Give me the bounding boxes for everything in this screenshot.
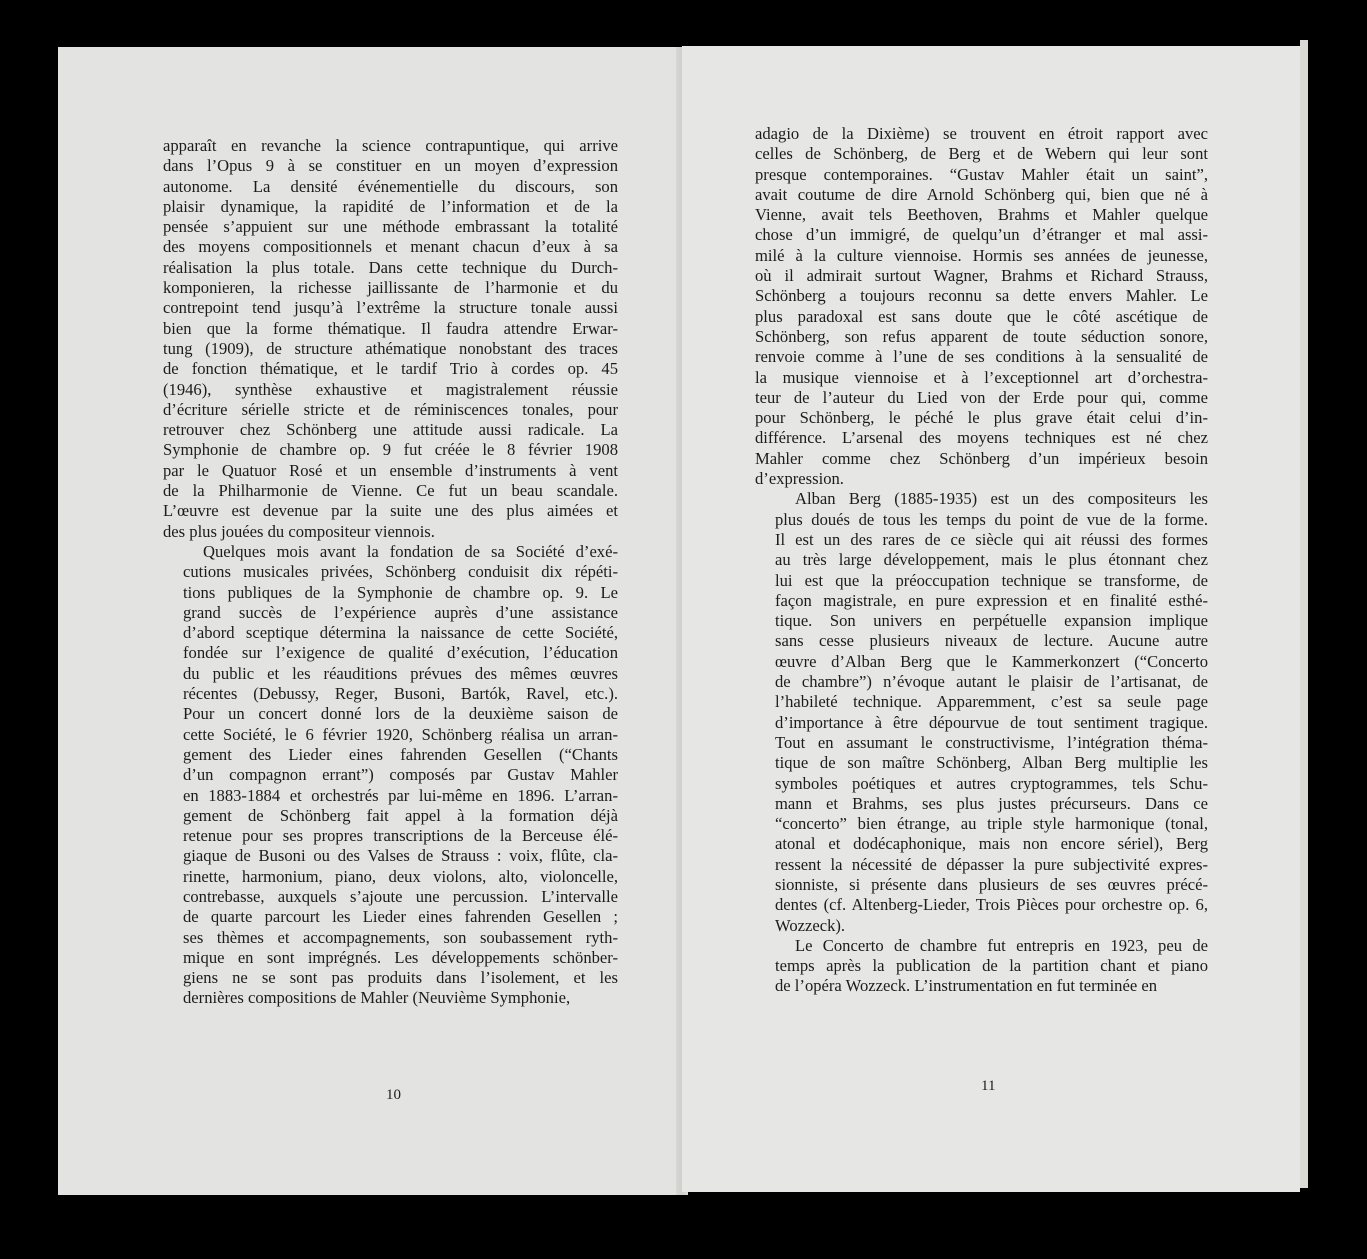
text-line: Le Concerto de chambre fut entrepris en 1923, peu de [795,935,1208,955]
text-line: komponieren, la richesse jaillissante de l’harmonie et du [163,278,618,298]
text-line: sans cesse plusieurs niveaux de lecture. Aucune autre [775,631,1208,651]
text-line: tique de son maître Schönberg, Alban Berg multiplie les [775,753,1208,773]
text-line: autonome. La densité événementielle du discours, son [163,176,618,196]
text-line: de l’opéra Wozzeck. L’instrumentation en fut terminée en [775,976,1158,996]
text-line: apparaît en revanche la science contrapuntique, qui arrive [163,136,618,155]
text-line: des moyens compositionnels et menant chacun d’eux à sa [163,237,618,257]
text-line: sionniste, si présente dans plusieurs de ses œuvres précé- [775,874,1208,894]
paragraph [163,136,618,542]
text-line: où il admirait surtout Wagner, Brahms et Richard Strauss, [755,266,1208,286]
text-line: mique en sont imprégnés. Les développements schönber- [183,947,618,967]
text-line: pour Schönberg, le péché le plus grave était celui d’in- [755,408,1208,428]
text-line: réalisation la plus totale. Dans cette technique du Durch- [163,257,618,277]
text-line: retenue pour ses propres transcriptions de la Berceuse élé- [183,826,618,846]
text-line: Schönberg, son refus apparent de toute séduction sonore, [755,326,1208,346]
page-edge [1300,40,1308,1188]
text-line: avait coutume de dire Arnold Schönberg qui, bien que né à [755,184,1208,204]
left-page-body [163,136,618,1009]
text-line: tung (1909), de structure athématique nonobstant des traces [163,338,618,358]
text-line: giens ne se sont pas produits dans l’isolement, et les [183,968,618,988]
text-line: Symphonie de chambre op. 9 fut créée le 8 février 1908 [163,440,618,460]
text-line: Pour un concert donné lors de la deuxième saison de [183,704,618,724]
text-line: contrepoint tend jusqu’à l’extrême la structure tonale aussi [163,298,618,318]
text-line: Tout en assumant le constructivisme, l’intégration théma- [775,732,1208,752]
text-line: tions publiques de la Symphonie de chambre op. 9. Le [183,582,618,602]
page-number-right: 11 [981,1078,996,1094]
text-line: Wozzeck). [775,915,846,935]
page-number-left: 10 [386,1087,401,1103]
text-line: gement de Schönberg fait appel à la formation déjà [183,805,618,825]
text-line: la musique viennoise et à l’exceptionnel art d’orchestra- [755,367,1208,387]
paragraph [755,124,1208,489]
text-line: œuvre d’Alban Berg que le Kammerkonzert (“Concerto [775,651,1208,671]
text-line: giaque de Busoni ou des Valses de Strauss : voix, flûte, cla- [183,846,618,866]
text-line: de la Philharmonie de Vienne. Ce fut un beau scandale. [163,481,618,501]
text-line: mann et Brahms, ses plus justes précurseurs. Dans ce [775,793,1208,813]
text-line: dans l’Opus 9 à se constituer en un moyen d’expression [163,156,618,176]
text-line: de chambre”) n’évoque autant le plaisir de l’artisanat, de [775,672,1208,692]
text-line: ses thèmes et accompagnements, son soubassement ryth- [183,927,618,947]
text-line: chose d’un immigré, de quelqu’un d’étranger et mal assi- [755,225,1208,245]
text-line: d’expression. [755,469,844,489]
text-line: plaisir dynamique, la rapidité de l’information et de la [163,196,618,216]
paragraph [755,936,1208,997]
text-line: d’importance à être dépourvue de tout sentiment tragique. [775,712,1208,732]
text-line: récentes (Debussy, Reger, Busoni, Bartók, Ravel, etc.). [183,684,618,704]
text-line: plus doués de tous les temps du point de vue de la forme. [775,509,1208,529]
text-line: des plus jouées du compositeur viennois. [163,521,435,541]
text-line: en 1883-1884 et orchestrés par lui-même en 1896. L’arran- [183,785,618,805]
text-line: différence. L’arsenal des moyens techniques est né chez [755,428,1208,448]
text-line: par le Quatuor Rosé et un ensemble d’instruments à vent [163,460,618,480]
text-line: atonal et dodécaphonique, mais non encore sériel), Berg [775,834,1208,854]
text-line: cette Société, le 6 février 1920, Schönberg réalisa un arran- [183,724,618,744]
text-line: tique. Son univers en perpétuelle expansion implique [775,611,1208,631]
text-line: milé à la culture viennoise. Hormis ses années de jeunesse, [755,245,1208,265]
text-line: retrouver chez Schönberg une attitude aussi radicale. La [163,420,618,440]
text-line: renvoie comme à l’une de ses conditions à la sensualité de [755,347,1208,367]
text-line: teur de l’auteur du Lied von der Erde pour qui, comme [755,387,1208,407]
text-line: Quelques mois avant la fondation de sa Société d’exé- [203,541,618,561]
text-line: cutions musicales privées, Schönberg conduisit dix répéti- [183,562,618,582]
text-line: façon magistrale, en pure expression et en finalité esthé- [775,590,1208,610]
text-line: symboles poétiques et autres cryptogrammes, tels Schu- [775,773,1208,793]
text-line: d’abord sceptique détermina la naissance de cette Société, [183,623,618,643]
text-line: d’écriture sérielle stricte et de réminiscences tonales, pour [163,399,618,419]
text-line: dentes (cf. Altenberg-Lieder, Trois Pièces pour orchestre op. 6, [775,895,1208,915]
text-line: “concerto” bien étrange, au triple style harmonique (tonal, [775,814,1208,834]
text-line: Vienne, avait tels Beethoven, Brahms et Mahler quelque [755,205,1208,225]
paragraph [163,542,618,1009]
text-line: presque contemporaines. “Gustav Mahler était un saint”, [755,164,1208,184]
text-line: l’habileté technique. Apparemment, c’est sa seule page [775,692,1208,712]
text-line: bien que la forme thématique. Il faudra attendre Erwar- [163,318,618,338]
text-line: au très large développement, mais le plus étonnant chez [775,550,1208,570]
text-line: de fonction thématique, et le tardif Trio à cordes op. 45 [163,359,618,379]
text-line: d’un compagnon errant”) composés par Gustav Mahler [183,765,618,785]
text-line: fondée sur l’exigence de qualité d’exécution, l’éducation [183,643,618,663]
text-line: (1946), synthèse exhaustive et magistralement réussie [163,379,618,399]
text-line: rinette, harmonium, piano, deux violons, alto, violoncelle, [183,866,618,886]
text-line: pensée s’appuient sur une méthode embrassant la totalité [163,217,618,237]
text-line: celles de Schönberg, de Berg et de Webern qui leur sont [755,144,1208,164]
text-line: du public et les réauditions prévues des mêmes œuvres [183,663,618,683]
text-line: Il est un des rares de ce siècle qui ait réussi des formes [775,529,1208,549]
text-line: plus paradoxal est sans doute que le côté ascétique de [755,306,1208,326]
text-line: Alban Berg (1885-1935) est un des compositeurs les [795,489,1208,509]
paragraph [755,489,1208,936]
text-line: grand succès de l’expérience auprès d’une assistance [183,602,618,622]
text-line: contrebasse, auxquels s’ajoute une percussion. L’intervalle [183,886,618,906]
right-page-body [755,124,1208,997]
text-line: lui est que la préoccupation technique se transforme, de [775,570,1208,590]
text-line: gement des Lieder eines fahrenden Gesellen (“Chants [183,744,618,764]
text-line: L’œuvre est devenue par la suite une des plus aimées et [163,501,618,521]
text-line: Schönberg a toujours reconnu sa dette envers Mahler. Le [755,286,1208,306]
text-line: adagio de la Dixième) se trouvent en étroit rapport avec [755,124,1208,143]
text-line: Mahler comme chez Schönberg d’un impérieux besoin [755,448,1208,468]
text-line: temps après la publication de la partition chant et piano [775,956,1208,976]
text-line: de quarte parcourt les Lieder eines fahrenden Gesellen ; [183,907,618,927]
text-line: ressent la nécessité de dépasser la pure subjectivité expres- [775,854,1208,874]
text-line: dernières compositions de Mahler (Neuvième Symphonie, [183,988,571,1008]
